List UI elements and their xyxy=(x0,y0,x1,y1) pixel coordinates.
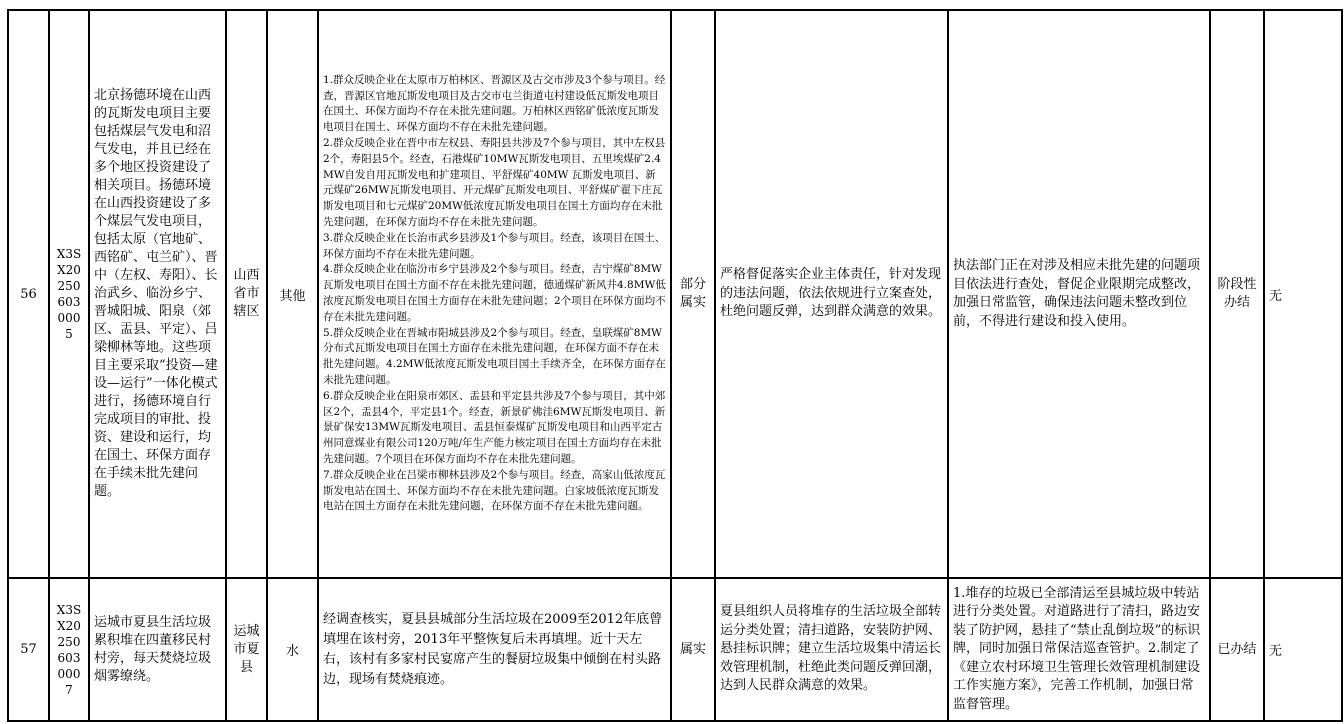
progress-item: 执法部门正在对涉及相应未批先建的问题项目依法进行查处，督促企业限期完成整改，加强日常监管，确保违法问题未整改到位前，不得进行建设和投入使用。 xyxy=(953,258,1201,329)
verification-item: 4.群众反映企业在临汾市乡宁县涉及2个参与项目。经查，吉宁煤矿8MW瓦斯发电项目在国土方面不存在未批先建问题，德通煤矿新风井4.8MW低浓度瓦斯发电项目在国土方面存在未批先建问题；2个项目在环保方面均不存在未批先建问题。 xyxy=(323,263,666,323)
pollution-type: 水 xyxy=(267,578,318,721)
handling-measures: 夏县组织人员将堆存的生活垃圾全部转运分类处置；清扫道路，安装防护网、悬挂标识牌；建立生活垃圾集中清运长效管理机制，杜绝此类问题反弹回潮，达到人民群众满意的效果。 xyxy=(715,578,948,721)
complaint-summary: 北京扬德环境在山西的瓦斯发电项目主要包括煤层气发电和沼气发电，并且已经在多个地区投资建设了相关项目。扬德环境在山西投资建设了多个煤层气发电项目，包括太原（官地矿、西铭矿、屯兰矿）、晋中（左权、寿阳）、长治武乡、临汾乡宁、晋城阳城、阳泉（郊区、盂县、平定）、吕梁柳林等地。这些项目主要采取“投资—建设—运行”一体化模式进行，扬德环境自行完成项目的审批、投资、建设和运行，均在国土、环保方面存在手续未批先建问题。 xyxy=(89,10,226,578)
verification-item: 3.群众反映企业在长治市武乡县涉及1个参与项目。经查，该项目在国土、环保方面均不存在未批先建问题。 xyxy=(323,231,666,260)
case-code: X3SX202506030005 xyxy=(49,10,89,578)
complaint-summary: 运城市夏县生活垃圾累积堆在四董移民村村旁，每天焚烧垃圾烟雾缭绕。 xyxy=(89,578,226,721)
case-code: X3SX202506030007 xyxy=(49,578,89,721)
case-status: 阶段性办结 xyxy=(1210,10,1264,578)
verification-item: 1.群众反映企业在太原市万柏林区、晋源区及古交市涉及3个参与项目。经查，晋源区官地瓦斯发电项目及古交市屯兰街道屯村建设低瓦斯发电项目在国土、环保方面均不存在未批先建问题。万柏林区西铭矿低浓度瓦斯发电项目在国土、环保方面均不存在未批先建问题。 xyxy=(323,73,666,134)
accountability: 无 xyxy=(1264,578,1342,721)
rectification-progress xyxy=(948,578,1210,721)
verification-item: 2.群众反映企业在晋中市左权县、寿阳县共涉及7个参与项目，其中左权县2个，寿阳县5个。经查，石港煤矿10MW瓦斯发电项目、五里埃煤矿2.4MW自发自用瓦斯发电和扩建项目、平舒煤矿40MW 瓦斯发电项目、新元煤矿26MW瓦斯发电项目、开元煤矿瓦斯发电项目、平舒煤矿翟下庄瓦斯发电项目和七元煤矿20MW低浓度瓦斯发电项目在国土方面均存在未批先建问题，在环保方面均不存在未批先建问题。 xyxy=(323,137,666,229)
table-row xyxy=(8,578,1342,721)
row-number: 56 xyxy=(8,10,49,578)
rectification-progress xyxy=(948,10,1210,578)
pollution-type: 其他 xyxy=(267,10,318,578)
verification-item: 7.群众反映企业在吕梁市柳林县涉及2个参与项目。经查，高家山低浓度瓦斯发电站在国土、环保方面均不存在未批先建问题。白家坡低浓度瓦斯发电站在国土方面存在未批先建问题，在环保方面不存在未批先建问题。 xyxy=(323,468,666,513)
region: 山西省市辖区 xyxy=(226,10,267,578)
verification-details xyxy=(318,578,671,721)
verification-item: 5.群众反映企业在晋城市阳城县涉及2个参与项目。经查，皇联煤矿8MW分布式瓦斯发电项目在国土方面存在未批先建问题，在环保方面不存在未批先建问题。4.2MW低浓度瓦斯发电项目国土手续齐全，在环保方面存在未批先建问题。 xyxy=(323,326,666,386)
verification-result: 部分属实 xyxy=(671,10,715,578)
table-row xyxy=(8,10,1342,578)
verification-details xyxy=(318,10,671,578)
handling-measures: 严格督促落实企业主体责任，针对发现的违法问题，依法依规进行立案查处，杜绝问题反弹，达到群众满意的效果。 xyxy=(715,10,948,578)
accountability: 无 xyxy=(1264,10,1342,578)
progress-item: 1.堆存的垃圾已全部清运至县城垃圾中转站进行分类处置。对道路进行了清扫，路边安装了防护网，悬挂了“禁止乱倒垃圾”的标识牌，同时加强日常保洁巡查管护。2.制定了《建立农村环境卫生管理长效管理机制建设工作实施方案》，完善工作机制，加强日常监督管理。 xyxy=(953,585,1201,712)
case-status: 已办结 xyxy=(1210,578,1264,721)
verification-item: 经调查核实，夏县县城部分生活垃圾在2009至2012年底曾填埋在该村旁，2013年平整恢复后未再填埋。近十天左右，该村有多家村民宴席产生的餐厨垃圾集中倾倒在村头路边，现场有焚烧痕迹。 xyxy=(323,611,663,687)
verification-result: 属实 xyxy=(671,578,715,721)
verification-item: 6.群众反映企业在阳泉市郊区、盂县和平定县共涉及7个参与项目，其中郊区2个，盂县4个，平定县1个。经查，新景矿佛洼6MW瓦斯发电项目、新景矿保安13MW瓦斯发电项目、盂县恒泰煤矿瓦斯发电项目和山西平定古州同意煤业有限公司120万吨/年生产能力核定项目在国土方面均存在未批先建问题。7个项目在环保方面均不存在未批先建问题。 xyxy=(323,389,666,465)
row-number: 57 xyxy=(8,578,49,721)
complaint-table xyxy=(7,9,1343,722)
region: 运城市夏县 xyxy=(226,578,267,721)
